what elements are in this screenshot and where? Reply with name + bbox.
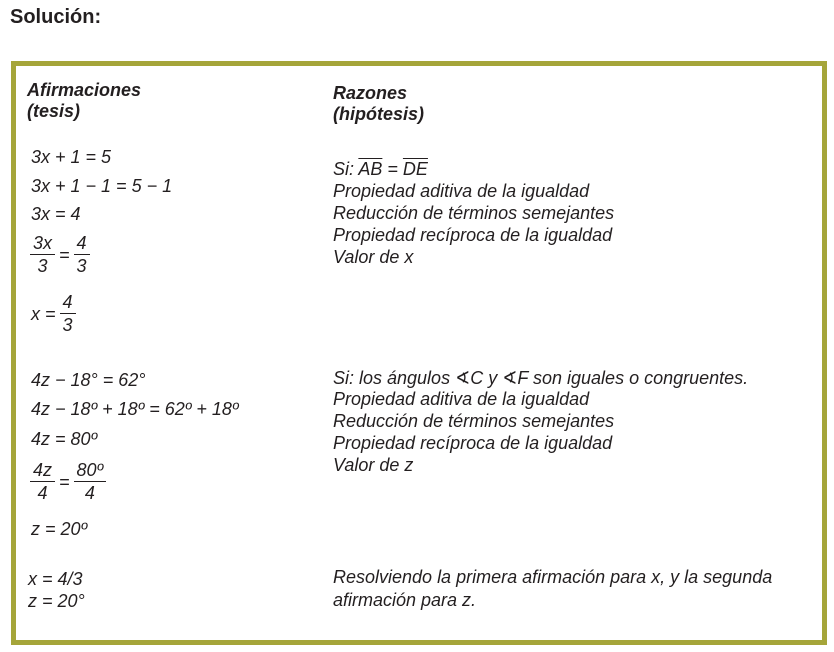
- fraction-numerator: 3x: [33, 233, 53, 253]
- angle-icon: ∢: [502, 368, 518, 388]
- afirmaciones-title: Afirmaciones: [27, 80, 142, 100]
- equals-sign: =: [59, 471, 70, 492]
- statement-2-4: [29, 459, 107, 504]
- statement-2-5: z = 20º: [31, 519, 88, 539]
- fraction-value: [60, 291, 76, 336]
- final-reason-line-1: Resolviendo la primera afirmación para x, y la segunda: [333, 567, 773, 587]
- statement-1-2: 3x + 1 − 1 = 5 − 1: [31, 176, 173, 196]
- razones-title: Razones: [333, 83, 408, 103]
- segment-de: $\overline{DE}$: [402, 159, 428, 179]
- fraction-right: [74, 459, 107, 504]
- reason-1-3: Reducción de términos semejantes: [333, 203, 615, 223]
- reason-2-3: Reducción de términos semejantes: [333, 411, 615, 431]
- final-x: x = 4/3: [28, 569, 83, 589]
- conjunction: y: [488, 368, 498, 388]
- fraction-numerator: 4: [62, 292, 73, 312]
- fraction-denominator: 4: [37, 483, 48, 503]
- razones-subtitle: (hipótesis): [333, 104, 425, 124]
- fraction-numerator: 80º: [76, 460, 104, 480]
- reason-1-1: [333, 158, 428, 180]
- angle-c: C: [470, 368, 484, 388]
- equals-sign: =: [387, 159, 398, 179]
- fraction-denominator: 3: [37, 256, 48, 276]
- razones-header: [333, 83, 424, 125]
- statement-1-4: [29, 232, 91, 277]
- statement-2-1: 4z − 18° = 62°: [31, 370, 146, 390]
- solution-heading: Solución:: [10, 6, 102, 28]
- statement-2-2: 4z − 18º + 18º = 62º + 18º: [31, 399, 239, 419]
- statement-1-3: 3x = 4: [31, 204, 81, 224]
- statement-1-5: [31, 291, 77, 336]
- afirmaciones-subtitle: (tesis): [27, 101, 81, 121]
- fraction-denominator: 3: [62, 315, 73, 335]
- fraction-right: [74, 232, 90, 277]
- fraction-denominator: 4: [84, 483, 95, 503]
- statement-2-3: 4z = 80º: [31, 429, 98, 449]
- fraction-left: [30, 459, 55, 504]
- angle-f: F: [517, 368, 528, 388]
- segment-ab: $\overline{AB}$: [358, 159, 383, 179]
- fraction-left: [30, 232, 55, 277]
- x-equals: x =: [31, 303, 56, 324]
- statement-1-1: 3x + 1 = 5: [31, 147, 112, 167]
- final-reason-line-2: afirmación para z.: [333, 590, 477, 610]
- reason-2-4: Propiedad recíproca de la igualdad: [333, 433, 613, 453]
- final-z: z = 20°: [28, 591, 85, 611]
- proof-table-frame: [11, 61, 827, 645]
- fraction-denominator: 3: [76, 256, 87, 276]
- reason-1-4: Propiedad recíproca de la igualdad: [333, 225, 613, 245]
- equals-sign: =: [59, 244, 70, 265]
- reason-suffix: son iguales o congruentes.: [533, 368, 749, 388]
- reason-1-2: Propiedad aditiva de la igualdad: [333, 181, 590, 201]
- reason-prefix: Si: los ángulos: [333, 368, 451, 388]
- afirmaciones-header: [27, 80, 141, 122]
- fraction-numerator: 4z: [33, 460, 53, 480]
- reason-prefix: Si:: [333, 159, 355, 179]
- reason-2-1: [333, 367, 748, 389]
- reason-1-5: Valor de x: [333, 247, 414, 267]
- angle-icon: ∢: [455, 368, 471, 388]
- fraction-numerator: 4: [76, 233, 87, 253]
- reason-2-2: Propiedad aditiva de la igualdad: [333, 389, 590, 409]
- reason-2-5: Valor de z: [333, 455, 414, 475]
